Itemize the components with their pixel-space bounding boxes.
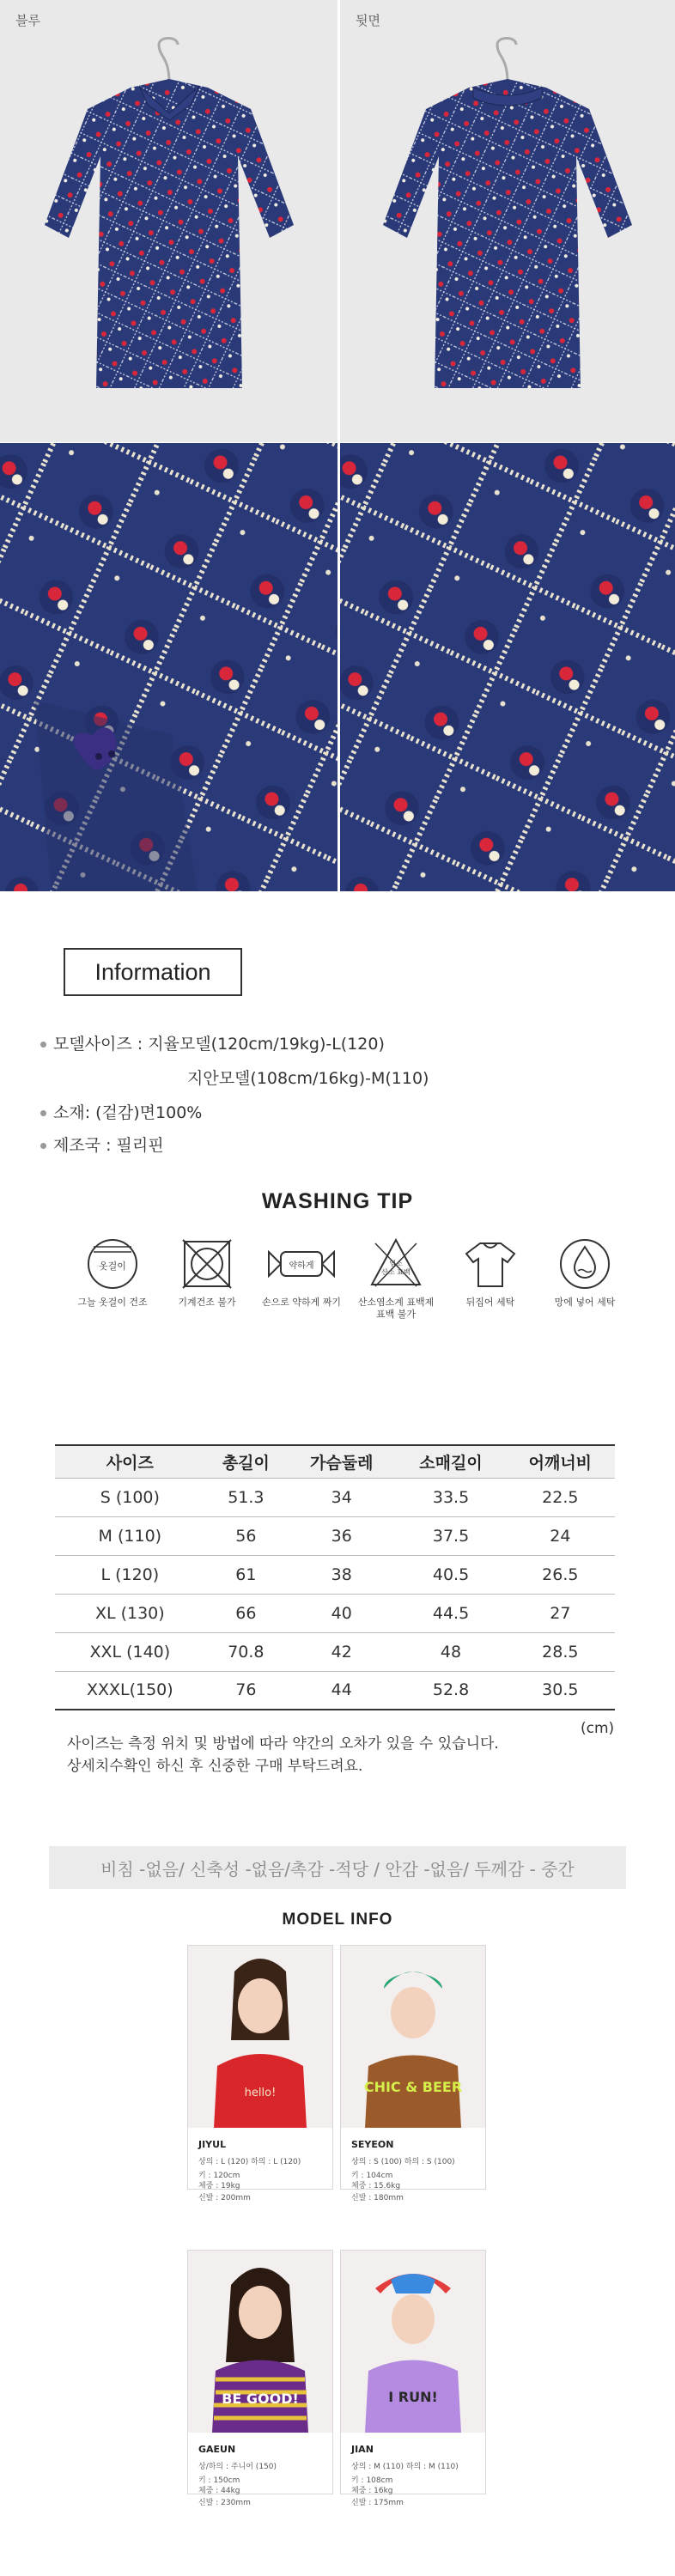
shoulder-header: 어깨너비: [506, 1445, 615, 1478]
inside-out-icon: [463, 1236, 518, 1291]
table-cell: M (110): [55, 1516, 205, 1555]
fabric-pattern-image: [340, 443, 675, 891]
model-name: JIYUL: [198, 2139, 227, 2150]
model-detail: 키 : 108cm: [351, 2476, 393, 2485]
table-cell: 70.8: [205, 1632, 287, 1671]
origin-text: 제조국 : 필리핀: [53, 1136, 164, 1155]
table-cell: 30.5: [506, 1671, 615, 1710]
back-photo: [340, 0, 675, 442]
table-cell: 42: [287, 1632, 396, 1671]
model-detail: 신발 : 175mm: [351, 2499, 404, 2507]
svg-text:CHIC & BEER: CHIC & BEER: [363, 2079, 463, 2095]
material-text: 소재: (겉감)면100%: [53, 1103, 203, 1122]
wash-item-no-machine-dry: [160, 1236, 254, 1309]
sleeve-header: 소매길이: [396, 1445, 505, 1478]
table-cell: XL (130): [55, 1594, 205, 1632]
bullet-icon: [40, 1143, 46, 1149]
table-cell: 40: [287, 1594, 396, 1632]
front-photo: [0, 0, 338, 442]
table-cell: 40.5: [396, 1555, 505, 1594]
color-label: 블루: [15, 13, 40, 28]
chest-header: 가슴둘레: [287, 1445, 396, 1478]
table-cell: 76: [205, 1671, 287, 1710]
wash-caption: 그늘 옷걸이 건조: [77, 1297, 148, 1308]
model-name: GAEUN: [198, 2444, 236, 2455]
table-cell: 56: [205, 1516, 287, 1555]
model-photo: [188, 1946, 332, 2128]
no-bleach-icon: [368, 1236, 423, 1291]
svg-text:hello!: hello!: [244, 2087, 277, 2099]
table-cell: 33.5: [396, 1478, 505, 1516]
model-name: JIAN: [351, 2444, 374, 2455]
wash-caption: 뒤집어 세탁: [465, 1297, 515, 1308]
model-detail: 신발 : 180mm: [351, 2194, 404, 2202]
size-note: 사이즈는 측정 위치 및 방법에 따라 약간의 오차가 있을 수 있습니다.: [67, 1735, 499, 1753]
model-detail: 상/하의 : 주니어 (150): [198, 2463, 277, 2471]
model-size-text-2: 지안모델(108cm/16kg)-M(110): [187, 1069, 429, 1088]
washing-tip-title: WASHING TIP: [261, 1189, 414, 1213]
table-cell: 24: [506, 1516, 615, 1555]
model-card: [340, 1945, 486, 2190]
hanger-dry-icon: [85, 1236, 140, 1291]
table-cell: S (100): [55, 1478, 205, 1516]
model-detail: 키 : 120cm: [198, 2172, 240, 2180]
wash-item-no-bleach: [349, 1236, 443, 1321]
table-cell: L (120): [55, 1555, 205, 1594]
wash-caption: 기계건조 불가: [178, 1297, 236, 1308]
table-cell: XXL (140): [55, 1632, 205, 1671]
fabric-properties-text: 비침 -없음/ 신축성 -없음/촉감 -적당 / 안감 -없음/ 두께감 - 중간: [100, 1858, 575, 1880]
model-detail: 상의 : M (110) 하의 : M (110): [351, 2463, 459, 2471]
table-row: [55, 1516, 615, 1555]
table-cell: 34: [287, 1478, 396, 1516]
bullet-icon: [40, 1110, 46, 1116]
model-photo: [341, 1946, 485, 2128]
model-detail: 신발 : 200mm: [198, 2194, 251, 2202]
table-row: [55, 1594, 615, 1632]
fabric-pattern-image: [0, 443, 338, 891]
gentle-wring-icon: [265, 1236, 338, 1291]
wash-item-hanger-dry: [65, 1236, 160, 1309]
svg-text:염소: 염소: [389, 1260, 403, 1267]
model-card: [187, 1945, 333, 2190]
table-header-row: [55, 1445, 615, 1478]
model-detail: 키 : 150cm: [198, 2476, 240, 2485]
table-cell: 28.5: [506, 1632, 615, 1671]
table-row: [55, 1671, 615, 1710]
table-row: [55, 1555, 615, 1594]
svg-text:옷걸이: 옷걸이: [99, 1261, 126, 1272]
dress-front-image: [45, 79, 294, 397]
fabric-properties-bar: [49, 1846, 626, 1889]
size-note-2: 상세치수확인 하신 후 신중한 구매 부탁드려요.: [67, 1758, 363, 1775]
fabric-closeup-detail: [340, 443, 675, 891]
svg-text:약하게: 약하게: [289, 1261, 314, 1271]
model-card: [340, 2250, 486, 2494]
table-cell: 26.5: [506, 1555, 615, 1594]
bullet-icon: [40, 1042, 46, 1048]
wash-item-gentle-wring: [254, 1236, 349, 1309]
table-cell: 44: [287, 1671, 396, 1710]
wash-caption: 손으로 약하게 짜기: [261, 1297, 341, 1308]
table-cell: 36: [287, 1516, 396, 1555]
model-detail: 체중 : 16kg: [351, 2487, 393, 2495]
wash-caption: 망에 넣어 세탁: [554, 1297, 616, 1308]
dress-back-image: [383, 79, 632, 397]
model-detail: 체중 : 44kg: [198, 2487, 240, 2495]
table-row: [55, 1632, 615, 1671]
table-cell: 37.5: [396, 1516, 505, 1555]
table-cell: 48: [396, 1632, 505, 1671]
model-photo: [341, 2251, 485, 2433]
model-detail: 신발 : 230mm: [198, 2499, 251, 2507]
model-info-title: MODEL INFO: [282, 1911, 393, 1929]
table-cell: 51.3: [205, 1478, 287, 1516]
model-photo: [188, 2251, 332, 2433]
back-label: 뒷면: [356, 13, 380, 28]
model-size-text: 모델사이즈 : 지율모델(120cm/19kg)-L(120): [53, 1035, 385, 1054]
model-name: SEYEON: [351, 2139, 394, 2150]
size-header: 사이즈: [55, 1445, 205, 1478]
table-cell: 66: [205, 1594, 287, 1632]
separate-wash-icon: [557, 1236, 612, 1291]
svg-text:I RUN!: I RUN!: [388, 2389, 438, 2405]
fabric-closeup-button: [0, 443, 338, 891]
wash-item-separate-wash: [538, 1236, 632, 1309]
table-cell: 27: [506, 1594, 615, 1632]
length-header: 총길이: [205, 1445, 287, 1478]
svg-text:BE GOOD!: BE GOOD!: [222, 2391, 299, 2407]
unit-label: (cm): [581, 1720, 615, 1737]
model-detail: 체중 : 15.6kg: [351, 2182, 401, 2190]
model-detail: 키 : 104cm: [351, 2172, 393, 2180]
wash-caption: 산소염소계 표백제 표백 불가: [357, 1297, 435, 1320]
table-cell: XXXL(150): [55, 1671, 205, 1710]
model-detail: 상의 : L (120) 하의 : L (120): [198, 2158, 301, 2166]
table-cell: 22.5: [506, 1478, 615, 1516]
table-cell: 44.5: [396, 1594, 505, 1632]
model-detail: 상의 : S (100) 하의 : S (100): [351, 2158, 455, 2166]
table-cell: 61: [205, 1555, 287, 1594]
size-table: [55, 1444, 615, 1710]
no-machine-dry-icon: [179, 1236, 234, 1291]
wash-item-inside-out: [443, 1236, 538, 1309]
table-cell: 38: [287, 1555, 396, 1594]
table-row: [55, 1478, 615, 1516]
model-detail: 체중 : 19kg: [198, 2182, 240, 2190]
information-heading: Information: [64, 948, 242, 996]
svg-text:산소 표백: 산소 표백: [381, 1268, 410, 1276]
table-cell: 52.8: [396, 1671, 505, 1710]
model-card: [187, 2250, 333, 2494]
